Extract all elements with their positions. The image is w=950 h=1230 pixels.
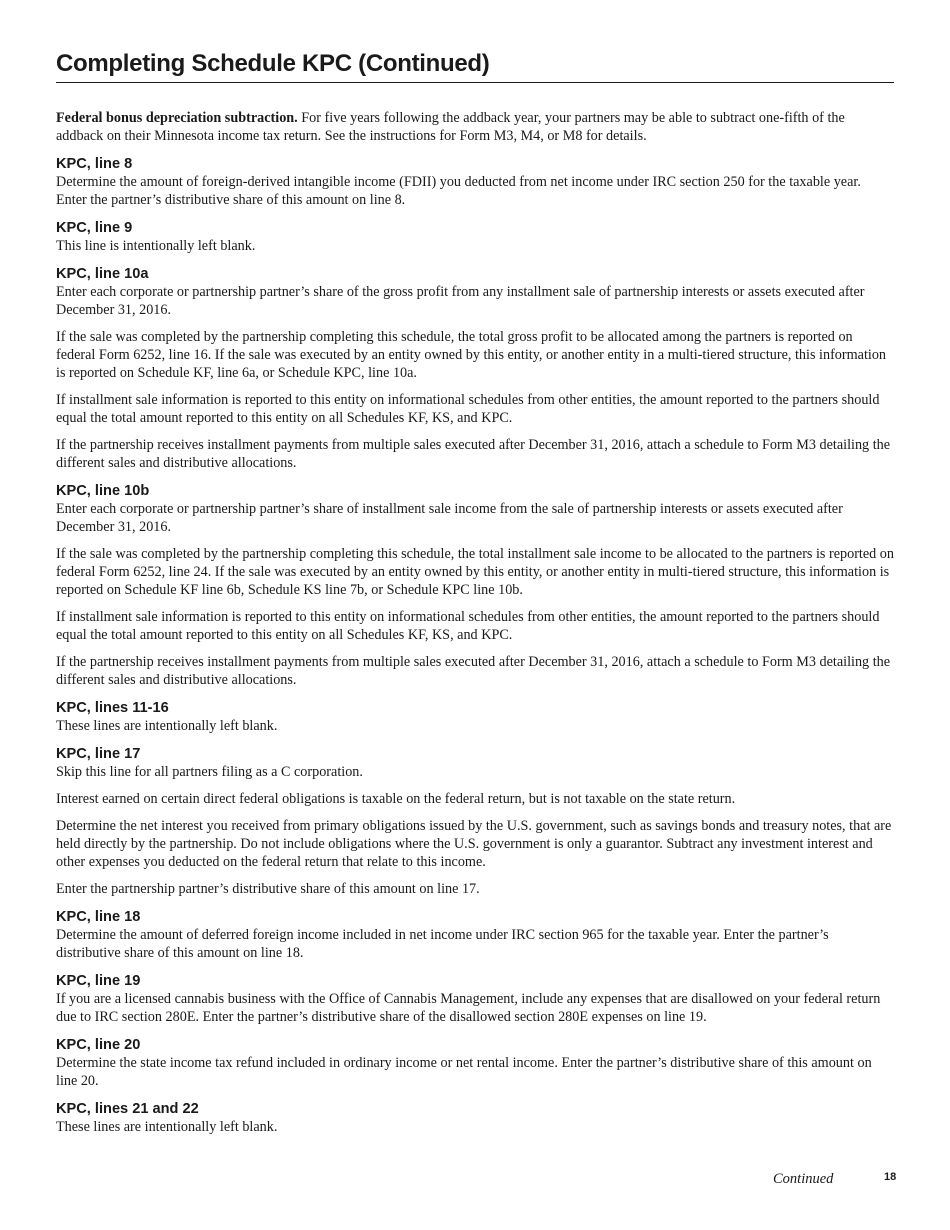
section-paragraph: These lines are intentionally left blank.	[56, 718, 278, 734]
section-heading-lines-21-22: KPC, lines 21 and 22	[56, 1101, 199, 1117]
section-paragraph: Enter each corporate or partnership partner’s share of the gross profit from any installment sale of partnership interests or assets executed after December 31, 2016.	[56, 284, 865, 318]
section-heading-line-20: KPC, line 20	[56, 1037, 141, 1053]
section-paragraph: Determine the net interest you received from primary obligations issued by the U.S. government, such as savings bonds and treasury notes, that are held directly by the partnership. Do not include obligations where the U.S. government is only a guarantor. Subtract any investment interest and other expenses you deducted on the federal return that relate to this income.	[56, 818, 892, 870]
section-paragraph: If installment sale information is reported to this entity on informational schedules from other entities, the amount reported to the partners should equal the total amount reported to this entity on all Schedules KF, KS, and KPC.	[56, 609, 880, 643]
section-paragraph: Determine the state income tax refund included in ordinary income or net rental income. Enter the partner’s distributive share of this amount on line 20.	[56, 1055, 872, 1089]
page-title: Completing Schedule KPC (Continued)	[56, 48, 894, 83]
section-paragraph: Enter each corporate or partnership partner’s share of installment sale income from the sale of partnership interests or assets executed after December 31, 2016.	[56, 501, 843, 535]
section-paragraph: This line is intentionally left blank.	[56, 238, 256, 254]
document-body	[56, 109, 894, 1136]
section-paragraph: Skip this line for all partners filing as a C corporation.	[56, 764, 363, 780]
section-paragraph: If you are a licensed cannabis business with the Office of Cannabis Management, include any expenses that are disallowed on your federal return due to IRC section 280E. Enter the partner’s distributive share of the disallowed section 280E expenses on line 19.	[56, 991, 881, 1025]
section-paragraph: If the sale was completed by the partnership completing this schedule, the total gross profit to be allocated among the partners is reported on federal Form 6252, line 16. If the sale was executed by an entity owned by this entity, or another entity in a multi-tiered structure, this information is reported on Schedule KF, line 6a, or Schedule KPC, line 10a.	[56, 329, 887, 381]
section-paragraph: Determine the amount of foreign-derived intangible income (FDII) you deducted from net income under IRC section 250 for the taxable year. Enter the partner’s distributive share of this amount on line 8.	[56, 174, 861, 208]
section-heading-line-8: KPC, line 8	[56, 156, 133, 172]
section-heading-line-10b: KPC, line 10b	[56, 483, 150, 499]
section-paragraph: If the sale was completed by the partnership completing this schedule, the total installment sale income to be allocated to the partners is reported on federal Form 6252, line 24. If the sale was executed by an entity owned by this entity, or another entity in multi-tiered structure, this information is reported on Schedule KF line 6b, Schedule KS line 7b, or Schedule KPC line 10b.	[56, 546, 894, 598]
section-heading-line-10a: KPC, line 10a	[56, 266, 149, 282]
section-heading-line-19: KPC, line 19	[56, 973, 141, 989]
section-heading-line-9: KPC, line 9	[56, 220, 133, 236]
section-heading-lines-11-16: KPC, lines 11-16	[56, 700, 169, 716]
section-paragraph: Determine the amount of deferred foreign income included in net income under IRC section 965 for the taxable year. Enter the partner’s distributive share of this amount on line 18.	[56, 927, 829, 961]
section-paragraph: These lines are intentionally left blank.	[56, 1119, 278, 1135]
section-paragraph: Enter the partnership partner’s distributive share of this amount on line 17.	[56, 881, 480, 897]
section-paragraph: If installment sale information is reported to this entity on informational schedules from other entities, the amount reported to the partners should equal the total amount reported to this entity on all Schedules KF, KS, and KPC.	[56, 392, 880, 426]
section-heading-line-18: KPC, line 18	[56, 909, 141, 925]
intro-paragraph	[56, 109, 894, 145]
section-paragraph: If the partnership receives installment payments from multiple sales executed after December 31, 2016, attach a schedule to Form M3 detailing the different sales and distributive allocations.	[56, 654, 891, 688]
intro-bold-lead: Federal bonus depreciation subtraction.	[56, 110, 298, 126]
page-number: 18	[884, 1171, 897, 1183]
document-page	[56, 48, 894, 1145]
section-heading-line-17: KPC, line 17	[56, 746, 141, 762]
section-paragraph: If the partnership receives installment payments from multiple sales executed after December 31, 2016, attach a schedule to Form M3 detailing the different sales and distributive allocations.	[56, 437, 891, 471]
intro-text: For five years following the addback year, your partners may be able to subtract one-fifth of the addback on their Minnesota income tax return. See the instructions for Form M3, M4, or M8 for details.	[56, 110, 845, 144]
continued-label: Continued	[773, 1171, 834, 1187]
section-paragraph: Interest earned on certain direct federal obligations is taxable on the federal return, but is not taxable on the state return.	[56, 791, 736, 807]
